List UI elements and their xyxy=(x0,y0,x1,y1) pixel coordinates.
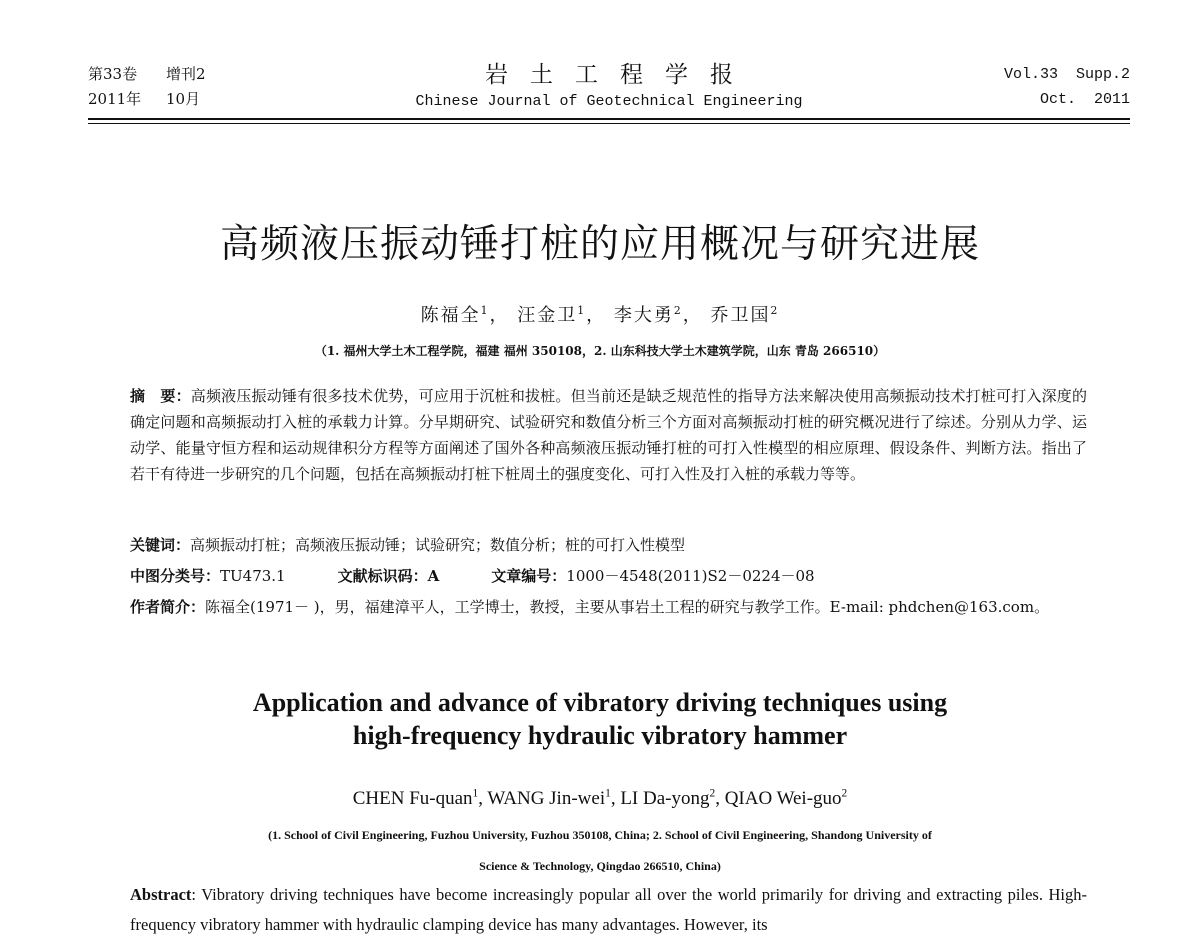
author-en: QIAO Wei-guo$^2$ xyxy=(724,787,848,809)
article-no-label: 文章编号： xyxy=(491,567,567,585)
affiliation-en xyxy=(0,820,1200,882)
clc-label: 中图分类号： xyxy=(130,567,221,585)
author-en: CHEN Fu-quan$^1$, xyxy=(352,787,488,809)
journal-name-en: Chinese Journal of Geotechnical Engineering xyxy=(415,93,803,110)
authors-en xyxy=(0,786,1200,812)
affiliation-en-line1: (1. School of Civil Engineering, Fuzhou University, Fuzhou 350108, China; 2. School of Civil Engineering, Shandong University of xyxy=(268,828,932,842)
abstract-en-label: Abstract xyxy=(130,885,192,904)
keywords-zh xyxy=(130,532,1087,558)
doc-code-value: A xyxy=(427,567,440,585)
author-en: LI Da-yong$^2$, xyxy=(620,787,725,809)
abstract-en-text: : Vibratory driving techniques have become increasingly popular all over the world primarily for driving and extracting piles. High-frequency vibratory hammer with hydraulic clamping device has many advantages. However, its xyxy=(130,885,1087,934)
author-bio-zh xyxy=(130,593,1087,622)
paper-title-zh: 高频液压振动锤打桩的应用概况与研究进展 xyxy=(219,222,980,267)
affiliation-zh: （1. 福州大学土木工程学院，福建 福州 350108，2. 山东科技大学土木建筑学院，山东 青岛 266510） xyxy=(314,344,886,358)
abstract-zh xyxy=(130,383,1087,487)
author-zh: 陈福全$^1$， xyxy=(420,304,510,326)
date-en: Oct. 2011 xyxy=(1039,91,1130,108)
keywords-zh-label: 关键词： xyxy=(130,536,191,554)
authors-zh xyxy=(0,302,1200,330)
author-zh: 乔卫国$^2$ xyxy=(710,304,780,326)
keywords-zh-text: 高频振动打桩；高频液压振动锤；试验研究；数值分析；桩的可打入性模型 xyxy=(190,536,686,554)
abstract-en xyxy=(130,880,1087,940)
abstract-zh-text: 高频液压振动锤有很多技术优势，可应用于沉桩和拔桩。但当前还是缺乏规范性的指导方法来解决使用高频振动技术打桩可打入深度的确定问题和高频振动打入桩的承载力计算。分早期研究、试验研究和数值分析三个方面对高频振动打桩的研究概况进行了综述。分别从力学、运动学、能量守恒方程和运动规律积分方程等方面阐述了国外各种高频液压振动锤打桩的可打入性模型的相应原理、假设条件、判断方法。指出了若干有待进一步研究的几个问题，包括在高频振动打桩下桩周土的强度变化、可打入性及打入桩的承载力等等。 xyxy=(130,387,1087,483)
paper-title-en xyxy=(0,686,1200,752)
journal-name xyxy=(88,62,1130,114)
year-zh: 2011年 xyxy=(88,90,142,108)
header-rule-thick xyxy=(88,118,1130,120)
volume-en: Vol.33 Supp.2 xyxy=(1003,66,1130,83)
journal-header xyxy=(88,62,1130,112)
doc-code-label: 文献标识码： xyxy=(337,567,428,585)
classification-line xyxy=(130,563,1087,589)
volume-zh: 第33卷 xyxy=(88,65,138,83)
month-zh: 10月 xyxy=(166,90,201,108)
bio-label: 作者简介： xyxy=(130,598,206,616)
author-zh: 汪金卫$^1$， xyxy=(517,304,607,326)
title-en-line1: Application and advance of vibratory driving techniques using xyxy=(252,688,948,717)
title-en-line2: high-frequency hydraulic vibratory hammer xyxy=(352,721,848,750)
article-no-value: 1000－4548(2011)S2－0224－08 xyxy=(566,567,815,585)
author-en: WANG Jin-wei$^1$, xyxy=(487,787,621,809)
affiliation-en-line2: Science & Technology, Qingdao 266510, China) xyxy=(479,859,721,873)
bio-text: 陈福全(1971－ )，男，福建漳平人，工学博士，教授，主要从事岩土工程的研究与教学工作。E-mail: phdchen@163.com。 xyxy=(205,598,1050,616)
clc-value: TU473.1 xyxy=(220,567,286,585)
journal-name-zh: 岩土工程学报 xyxy=(485,62,755,88)
header-rule-thin xyxy=(88,123,1130,124)
author-zh: 李大勇$^2$， xyxy=(613,304,703,326)
abstract-zh-label: 摘 要： xyxy=(130,387,191,405)
header-volume-info xyxy=(1004,62,1130,112)
issue-zh: 增刊2 xyxy=(166,65,206,83)
